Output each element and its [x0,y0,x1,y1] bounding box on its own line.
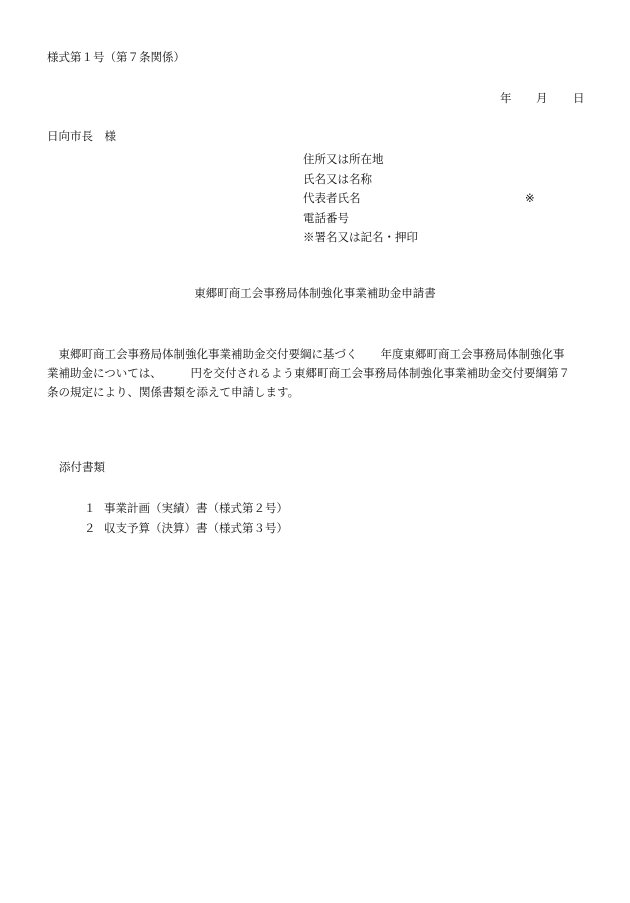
document-title: 東郷町商工会事務局体制強化事業補助金申請書 [194,286,436,300]
seal-mark: ※ [525,191,535,205]
date-month-label: 月 [536,91,548,105]
attachment-number: ２ [84,520,96,535]
phone-label: 電話番号 [303,210,349,225]
date-year-label: 年 [500,91,512,105]
applicant-block [303,150,535,248]
attachment-item-2 [84,519,288,539]
attachment-item-1 [84,499,288,519]
body-line-3: 条の規定により、関係書類を添えて申請します。 [47,385,300,399]
body-line-1: 東郷町商工会事務局体制強化事業補助金交付要綱に基づく 年度東郷町商工会事務局体制強化事 [47,347,565,361]
address-label: 住所又は所在地 [303,152,384,166]
attachments-list [84,499,288,538]
representative-label: 代表者氏名 [303,191,361,205]
date-line [500,93,585,105]
representative-row [303,189,535,209]
signature-note: ※署名又は記名・押印 [303,230,418,244]
date-day-label: 日 [573,91,585,105]
body-line-2: 業補助金については、 円を交付されるよう東郷町商工会事務局体制強化事業補助金交付要綱第７ [47,366,571,380]
body-paragraph [47,345,587,402]
attachment-label: 収支予算（決算）書（様式第３号） [104,520,288,535]
name-label: 氏名又は名称 [303,171,372,186]
attachments-heading: 添付書類 [59,460,105,474]
attachment-number: １ [84,501,96,515]
addressee: 日向市長 様 [47,129,116,143]
form-number: 様式第１号（第７条関係） [47,50,185,64]
attachment-label: 事業計画（実績）書（様式第２号） [104,501,288,515]
